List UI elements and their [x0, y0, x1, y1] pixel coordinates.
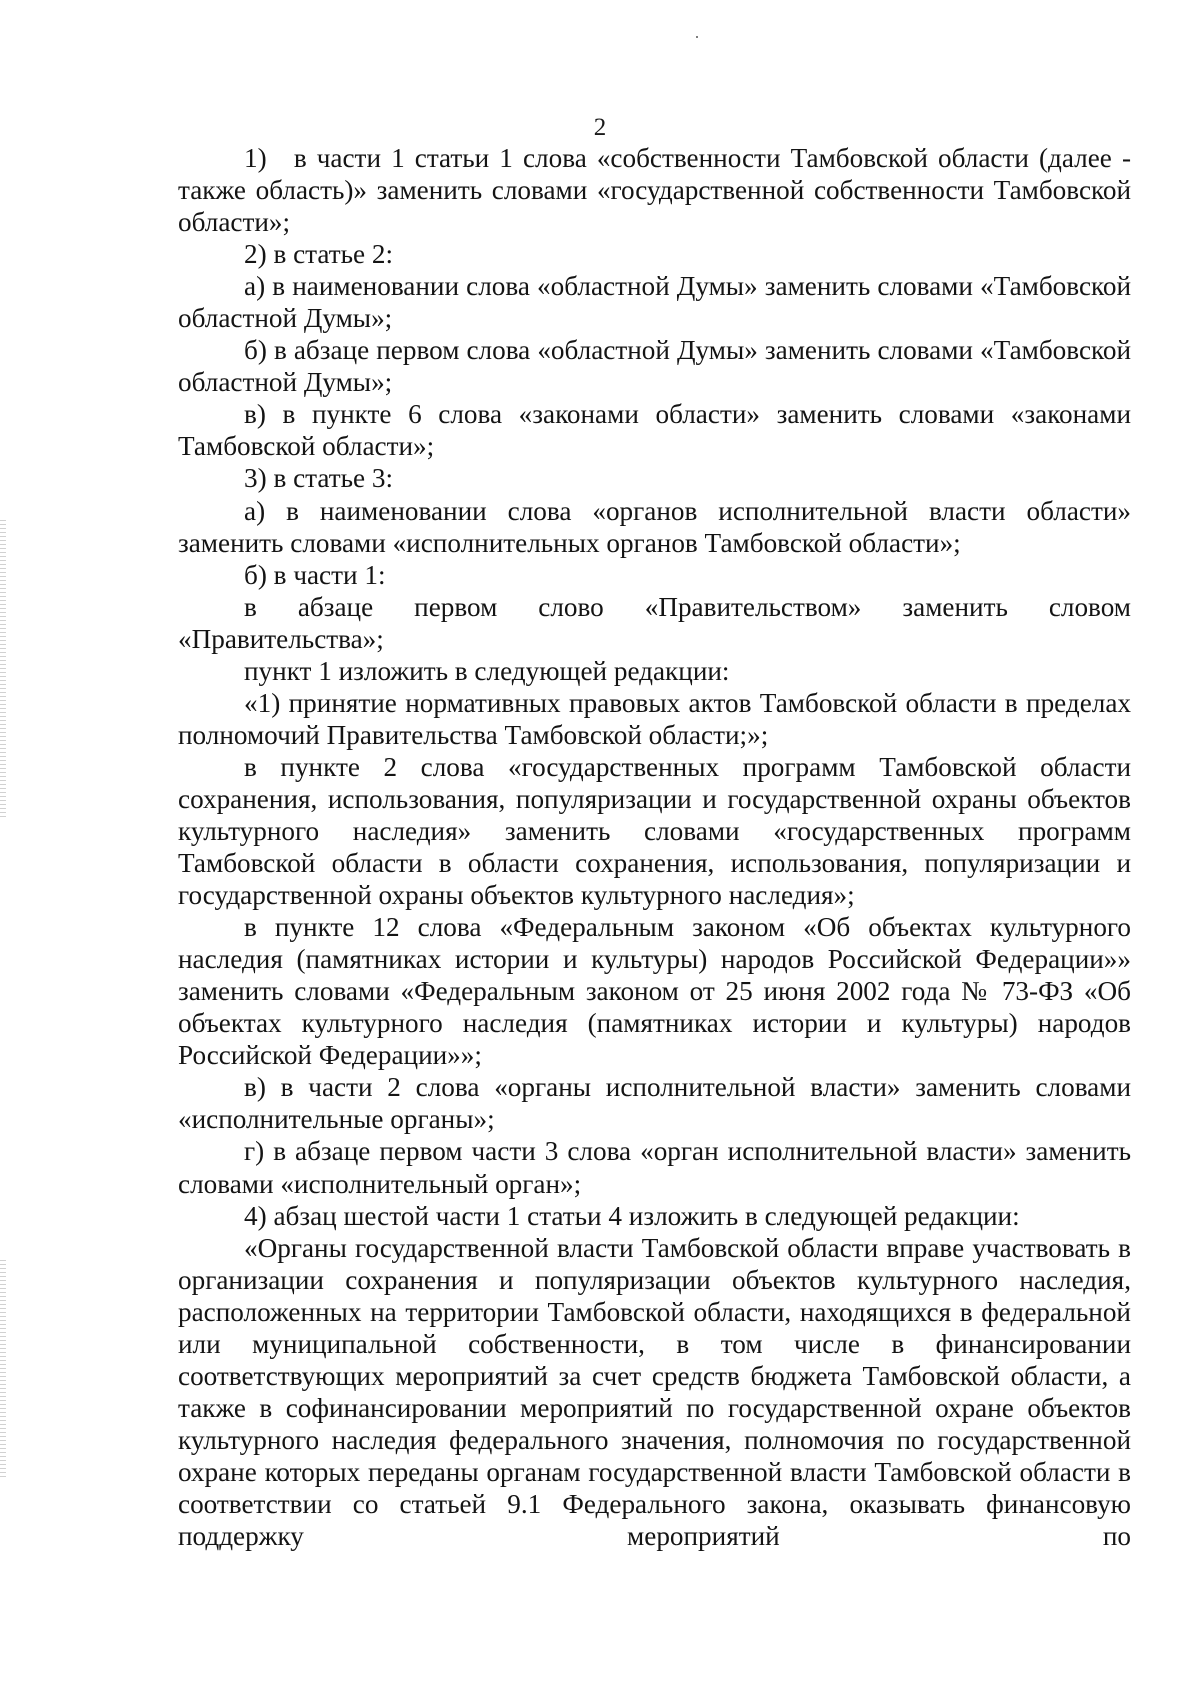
paragraph-article-3-b: б) в части 1:: [244, 559, 386, 590]
paragraph-article-3-b-item-12: в пункте 12 слова «Федеральным законом «Об объектах культурного наследия (памятниках истории и культуры) народов Российской Федерации»» заменить словами «Федеральным законом от 25 июня 2002 года № 73-ФЗ «Об объектах культурного наследия (памятниках истории и культуры) народов Российской Федерации»»;: [178, 912, 1131, 1071]
scan-speck: [696, 36, 698, 38]
paragraph-article-4-text: «Органы государственной власти Тамбовской области вправе участвовать в организации сохранения и популяризации объектов культурного наследия, расположенных на территории Тамбовской области, находящихся в федеральной или муниципальной собственности, в том числе в финансировании соответствующих мероприятий за счет средств бюджета Тамбовской области, а также в софинансировании мероприятий по государственной охране объектов культурного наследия федерального значения, полномочия по государственной охране которых переданы органам государственной власти Тамбовской области в соответствии со статьей 9.1 Федерального закона, оказывать финансовую поддержку мероприятий по: [178, 1232, 1131, 1552]
paragraph-article-3-g: г) в абзаце первом части 3 слова «орган исполнительной власти» заменить словами «исполнительный орган»;: [178, 1136, 1131, 1199]
paragraph-article-2-a: а) в наименовании слова «областной Думы» заменить словами «Тамбовской областной Думы»;: [178, 271, 1131, 334]
paragraph-article-3-b-item-2: в пункте 2 слова «государственных программ Тамбовской области сохранения, использования, популяризации и государственной охраны объектов культурного наследия» заменить словами «государственных программ Тамбовской области в области сохранения, использования, популяризации и государственной охраны объектов культурного наследия»;: [178, 751, 1131, 911]
scan-edge-noise: [0, 1260, 6, 1480]
paragraph-article-4-heading: 4) абзац шестой части 1 статьи 4 изложить в следующей редакции:: [244, 1200, 1020, 1231]
paragraph-article-3-b-item-1: пункт 1 изложить в следующей редакции:: [244, 655, 730, 686]
paragraph-article-3-v: в) в части 2 слова «органы исполнительной власти» заменить словами «исполнительные органы»;: [178, 1072, 1131, 1135]
document-body: [178, 142, 1131, 1552]
paragraph-article-3-b-first-abzac: в абзаце первом слово «Правительством» заменить словом «Правительства»;: [178, 591, 1131, 654]
scan-edge-noise: [0, 520, 6, 820]
paragraph-article-3-a: а) в наименовании слова «органов исполнительной власти области» заменить словами «исполнительных органов Тамбовской области»;: [178, 495, 1131, 558]
paragraph-article-2-b: б) в абзаце первом слова «областной Думы» заменить словами «Тамбовской областной Думы»;: [178, 335, 1131, 398]
paragraph-article-3-b-item-1-text: «1) принятие нормативных правовых актов Тамбовской области в пределах полномочий Правительства Тамбовской области;»;: [178, 687, 1131, 750]
paragraph-article-2-heading: 2) в статье 2:: [244, 239, 394, 270]
paragraph-article-2-v: в) в пункте 6 слова «законами области» заменить словами «законами Тамбовской области»;: [178, 399, 1131, 462]
paragraph-article-3-heading: 3) в статье 3:: [244, 463, 394, 494]
paragraph-amend-article-1: 1) в части 1 статьи 1 слова «собственности Тамбовской области (далее - также область)» заменить словами «государственной собственности Тамбовской области»;: [178, 143, 1131, 238]
page-number: 2: [593, 114, 607, 141]
